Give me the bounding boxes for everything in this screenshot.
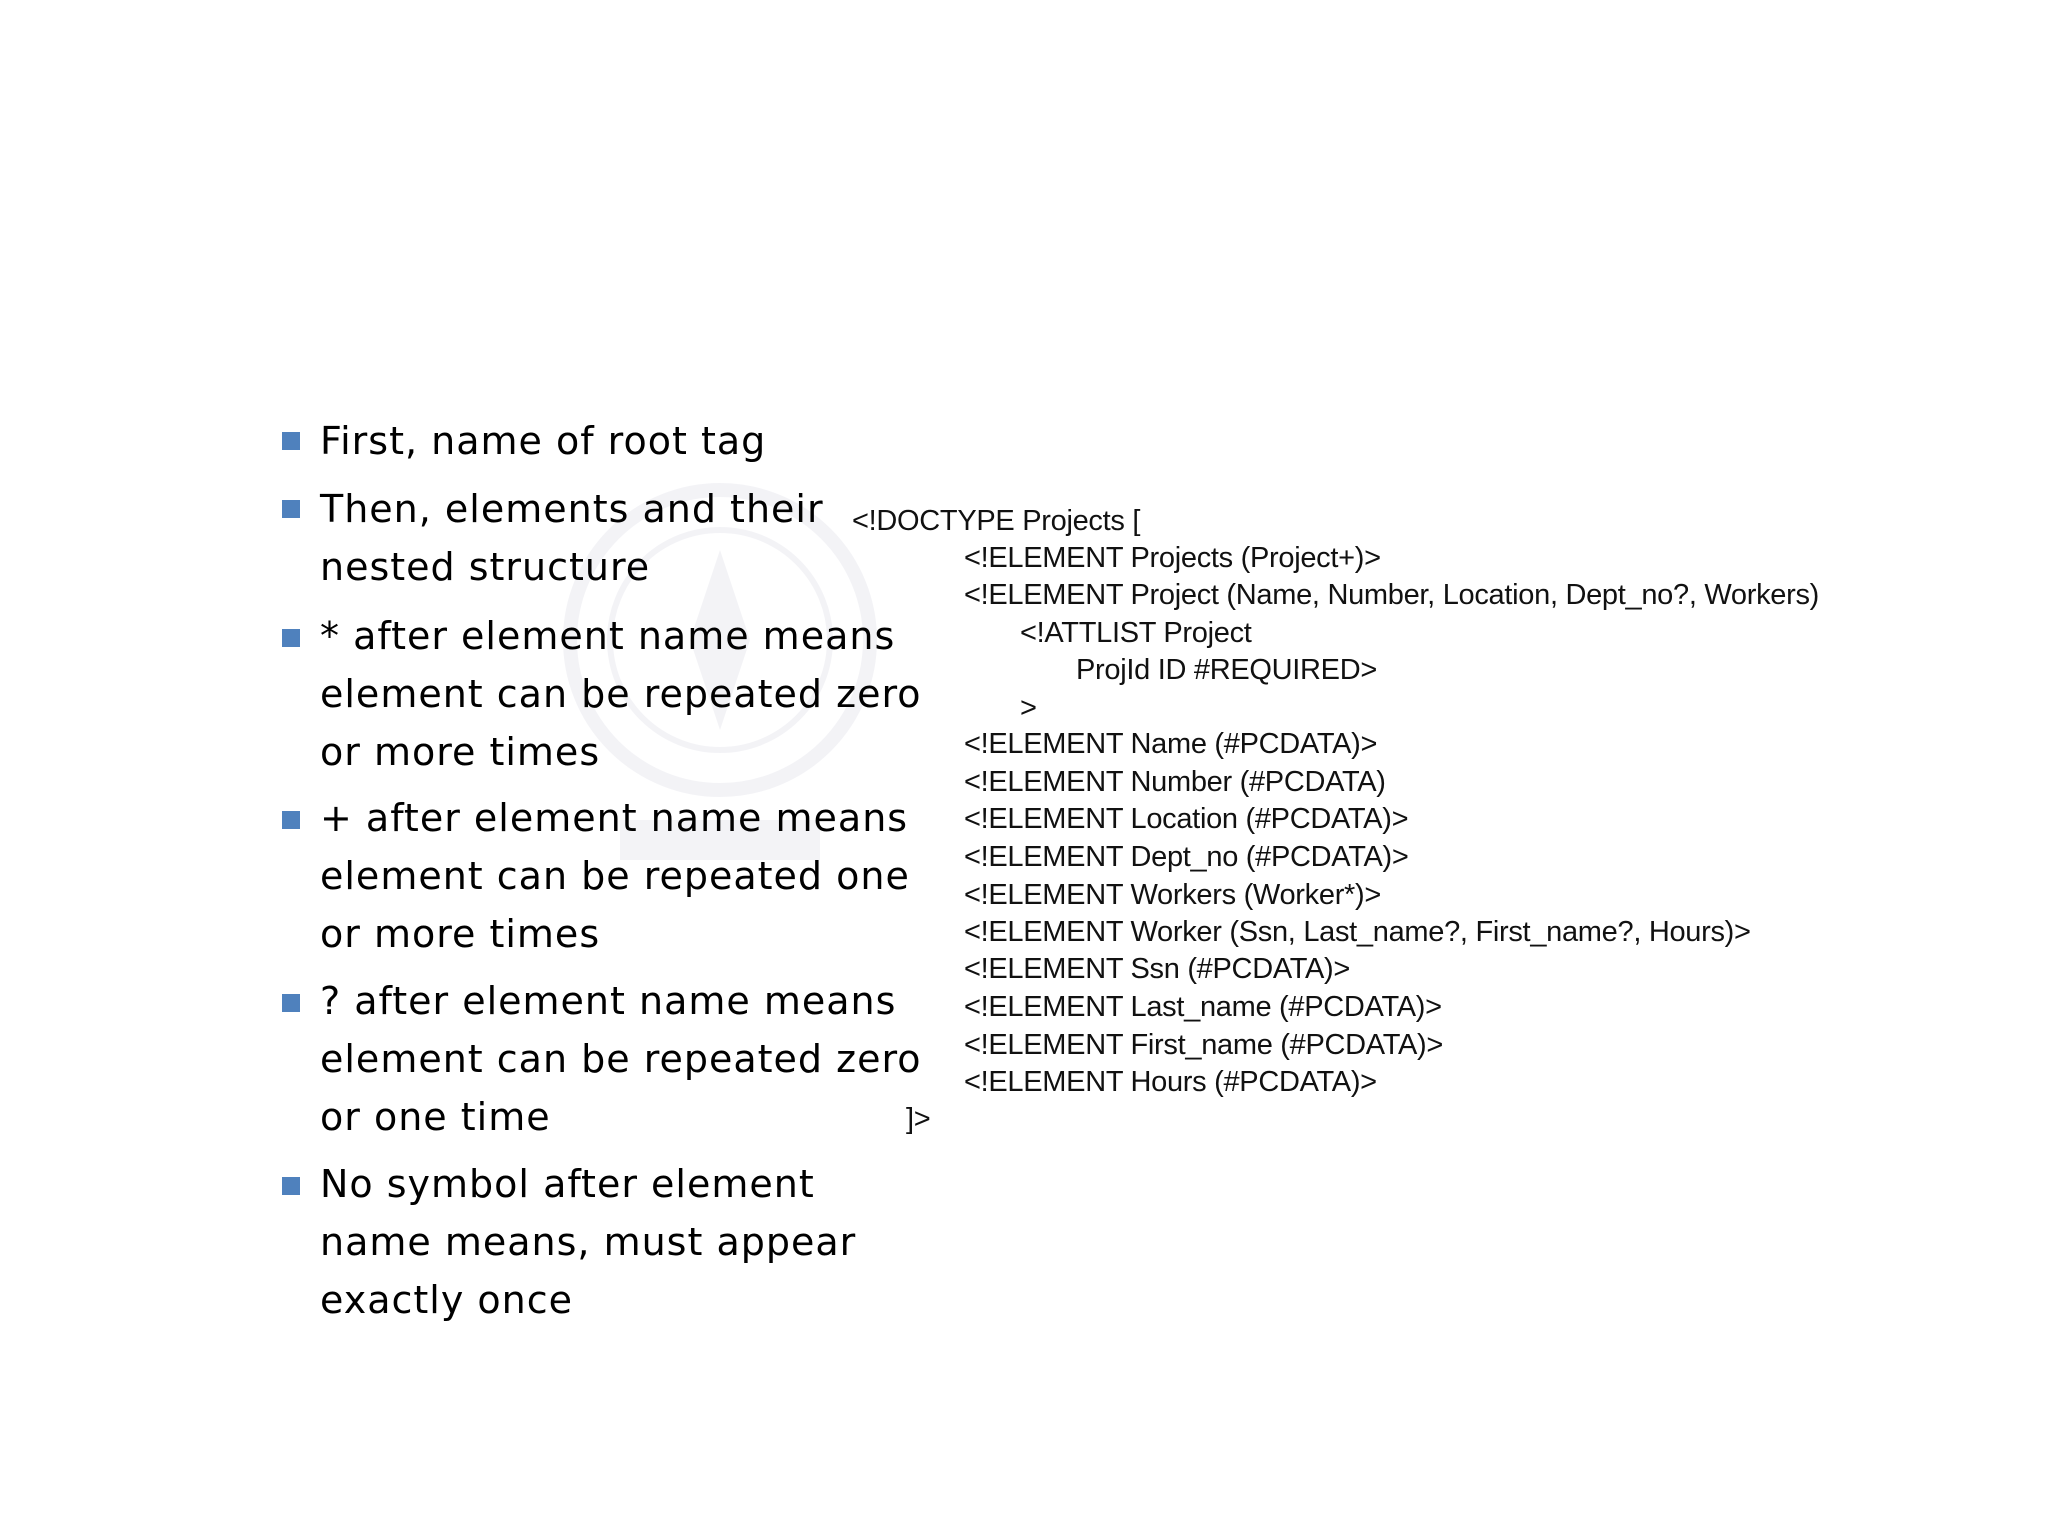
dtd-line: <!ELEMENT Location (#PCDATA)> xyxy=(964,803,1409,835)
dtd-line: <!ELEMENT Ssn (#PCDATA)> xyxy=(964,953,1351,985)
dtd-line: <!ELEMENT Project (Name, Number, Location, Dept_no?, Workers) xyxy=(964,579,1820,611)
dtd-line: <!ELEMENT Dept_no (#PCDATA)> xyxy=(964,841,1409,873)
dtd-line: > xyxy=(1020,692,1037,724)
dtd-line: ProjId ID #REQUIRED> xyxy=(1076,654,1378,686)
bullet-line: No symbol after element xyxy=(320,1162,815,1206)
bullet-line: or one time xyxy=(320,1095,551,1139)
bullet-line: or more times xyxy=(320,912,601,956)
dtd-line: <!ATTLIST Project xyxy=(1020,617,1252,649)
bullet-line: element can be repeated zero xyxy=(320,1037,922,1081)
dtd-line: <!ELEMENT Hours (#PCDATA)> xyxy=(964,1066,1377,1098)
bullet-line: exactly once xyxy=(320,1278,574,1322)
bullet-line: First, name of root tag xyxy=(320,419,767,463)
bullet-line: * after element name means xyxy=(320,614,896,658)
dtd-line: <!ELEMENT Last_name (#PCDATA)> xyxy=(964,991,1442,1023)
bullet-line: + after element name means xyxy=(320,796,909,840)
dtd-line: ]> xyxy=(906,1103,931,1135)
dtd-line: <!ELEMENT Workers (Worker*)> xyxy=(964,879,1382,911)
dtd-line: <!ELEMENT Worker (Ssn, Last_name?, First_name?, Hours)> xyxy=(964,916,1751,948)
dtd-line: <!ELEMENT Projects (Project+)> xyxy=(964,542,1381,574)
bullet-line: Then, elements and their xyxy=(320,487,824,531)
bullet-line: nested structure xyxy=(320,545,651,589)
bullet-line: element can be repeated zero xyxy=(320,672,922,716)
bullet-line: or more times xyxy=(320,730,601,774)
dtd-line: <!DOCTYPE Projects [ xyxy=(852,505,1141,537)
bullet-line: name means, must appear xyxy=(320,1220,857,1264)
dtd-line: <!ELEMENT Name (#PCDATA)> xyxy=(964,728,1378,760)
dtd-line: <!ELEMENT Number (#PCDATA) xyxy=(964,766,1386,798)
bullet-line: element can be repeated one xyxy=(320,854,910,898)
bullet-line: ? after element name means xyxy=(320,979,897,1023)
dtd-line: <!ELEMENT First_name (#PCDATA)> xyxy=(964,1029,1443,1061)
